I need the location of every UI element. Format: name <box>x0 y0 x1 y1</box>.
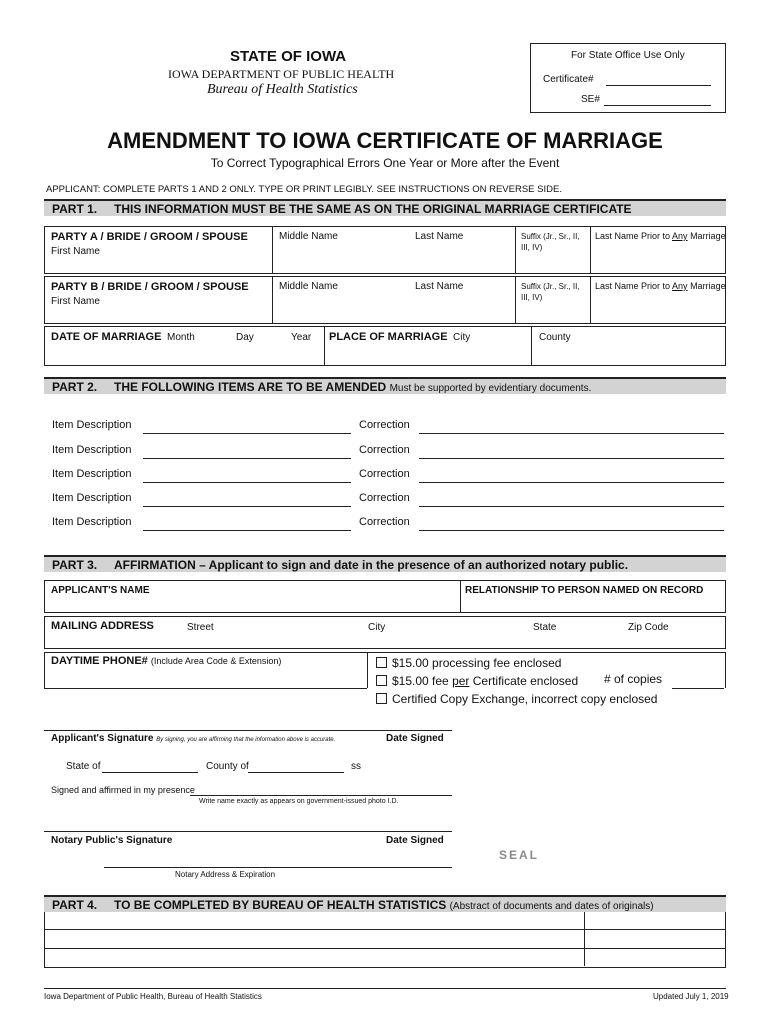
party-b-last-name[interactable]: Last Name <box>415 281 464 292</box>
part4-bar <box>44 895 726 912</box>
correction-label: Correction <box>359 492 410 504</box>
relationship-label[interactable]: RELATIONSHIP TO PERSON NAMED ON RECORD <box>465 585 704 596</box>
party-a-prior-last-name[interactable]: Last Name Prior to Any Marriage <box>595 231 726 241</box>
department-heading: IOWA DEPARTMENT OF PUBLIC HEALTH <box>168 67 395 81</box>
party-a-first-name[interactable]: First Name <box>51 246 100 257</box>
correction-line[interactable] <box>419 506 724 507</box>
party-b-prior-last-name[interactable]: Last Name Prior to Any Marriage <box>595 281 726 291</box>
form-subtitle: To Correct Typographical Errors One Year or More after the Event <box>210 156 560 170</box>
applicant-date-signed-label: Date Signed <box>386 733 444 744</box>
copies-line[interactable] <box>672 688 724 689</box>
applicant-instructions: APPLICANT: COMPLETE PARTS 1 AND 2 ONLY. TYPE OR PRINT LEGIBLY. SEE INSTRUCTIONS ON REVERSE SIDE. <box>46 184 562 195</box>
office-use-box <box>530 43 726 113</box>
county-of-line[interactable] <box>248 772 344 773</box>
county-of-label: County of <box>206 761 249 772</box>
part1-number: PART 1. <box>52 202 98 216</box>
part4-table[interactable] <box>44 912 726 968</box>
party-a-suffix[interactable]: Suffix (Jr., Sr., II, III, IV) <box>521 232 580 252</box>
notary-address-label: Notary Address & Expiration <box>175 870 276 879</box>
signed-affirmed-line[interactable] <box>190 795 452 796</box>
party-a-label: PARTY A / BRIDE / GROOM / SPOUSE <box>51 231 248 243</box>
correction-line[interactable] <box>419 433 724 434</box>
certificate-fee-checkbox[interactable]: $15.00 fee per Certificate enclosed <box>376 674 578 688</box>
write-name-note: Write name exactly as appears on government-issued photo I.D. <box>199 798 399 805</box>
correction-label: Correction <box>359 516 410 528</box>
notary-date-signed-label: Date Signed <box>386 835 444 846</box>
phone-row-bottom <box>44 688 367 689</box>
office-use-title: For State Office Use Only <box>571 50 685 61</box>
footer-rule <box>44 988 726 989</box>
date-of-marriage-label: DATE OF MARRIAGE <box>51 331 162 343</box>
item-description-label: Item Description <box>52 516 132 528</box>
item-description-label: Item Description <box>52 492 132 504</box>
applicant-signature-label: Applicant's Signature By signing, you are affirming that the information above is accurate. <box>51 733 336 744</box>
part4-number: PART 4. <box>52 898 98 912</box>
part1-title: THIS INFORMATION MUST BE THE SAME AS ON THE ORIGINAL MARRIAGE CERTIFICATE <box>114 202 632 216</box>
party-b-label: PARTY B / BRIDE / GROOM / SPOUSE <box>51 281 249 293</box>
correction-label: Correction <box>359 444 410 456</box>
address-state[interactable]: State <box>533 622 557 633</box>
notary-signature-line[interactable] <box>44 831 452 832</box>
item-description-line[interactable] <box>143 458 351 459</box>
se-number-label: SE# <box>581 94 600 105</box>
party-b-middle-name[interactable]: Middle Name <box>279 281 338 292</box>
seal-label: SEAL <box>499 848 540 862</box>
notary-address-line[interactable] <box>104 867 452 868</box>
address-zip[interactable]: Zip Code <box>628 622 669 633</box>
correction-line[interactable] <box>419 530 724 531</box>
processing-fee-checkbox[interactable]: $15.00 processing fee enclosed <box>376 656 561 670</box>
part2-number: PART 2. <box>52 380 98 394</box>
footer-right: Updated July 1, 2019 <box>653 992 729 1001</box>
marriage-city[interactable]: City <box>453 332 471 343</box>
certificate-number-label: Certificate# <box>543 74 594 85</box>
notary-signature-label: Notary Public's Signature <box>51 835 173 846</box>
party-b-suffix[interactable]: Suffix (Jr., Sr., II, III, IV) <box>521 282 580 302</box>
place-of-marriage-label: PLACE OF MARRIAGE <box>329 331 448 343</box>
item-description-line[interactable] <box>143 482 351 483</box>
item-description-label: Item Description <box>52 419 132 431</box>
copies-label: # of copies <box>604 672 663 686</box>
applicant-signature-line[interactable] <box>44 730 452 731</box>
item-description-label: Item Description <box>52 468 132 480</box>
se-number-line[interactable] <box>604 105 711 106</box>
mailing-address-label: MAILING ADDRESS <box>51 620 154 632</box>
bureau-heading: Bureau of Health Statistics <box>207 82 358 97</box>
correction-line[interactable] <box>419 482 724 483</box>
item-description-line[interactable] <box>143 530 351 531</box>
part3-bar <box>44 555 726 572</box>
part2-bar <box>44 377 726 394</box>
ss-label: ss <box>351 761 361 772</box>
part3-title: AFFIRMATION – Applicant to sign and date in the presence of an authorized notary public. <box>114 558 629 572</box>
correction-label: Correction <box>359 419 410 431</box>
phone-row-divider <box>367 652 368 688</box>
address-city[interactable]: City <box>368 622 386 633</box>
party-a-last-name[interactable]: Last Name <box>415 231 464 242</box>
state-heading: STATE OF IOWA <box>230 48 347 65</box>
correction-label: Correction <box>359 468 410 480</box>
party-b-first-name[interactable]: First Name <box>51 296 100 307</box>
certificate-number-line[interactable] <box>606 85 711 86</box>
applicant-name-label[interactable]: APPLICANT'S NAME <box>51 585 150 596</box>
item-description-line[interactable] <box>143 433 351 434</box>
party-a-middle-name[interactable]: Middle Name <box>279 231 338 242</box>
part3-number: PART 3. <box>52 558 98 572</box>
phone-label[interactable]: DAYTIME PHONE# (Include Area Code & Extension) <box>51 655 282 667</box>
marriage-year[interactable]: Year <box>291 332 312 343</box>
form-title: AMENDMENT TO IOWA CERTIFICATE OF MARRIAGE <box>107 128 663 153</box>
marriage-month[interactable]: Month <box>167 332 195 343</box>
part2-title: THE FOLLOWING ITEMS ARE TO BE AMENDED Must be supported by evidentiary documents. <box>114 380 592 394</box>
correction-line[interactable] <box>419 458 724 459</box>
marriage-day[interactable]: Day <box>236 332 254 343</box>
signed-affirmed-label: Signed and affirmed in my presence <box>51 785 195 795</box>
part4-title: TO BE COMPLETED BY BUREAU OF HEALTH STATISTICS (Abstract of documents and dates of originals) <box>114 898 654 912</box>
part1-bar <box>44 199 726 216</box>
state-of-label: State of <box>66 761 101 772</box>
copy-exchange-checkbox[interactable]: Certified Copy Exchange, incorrect copy enclosed <box>376 692 657 706</box>
footer-left: Iowa Department of Public Health, Bureau of Health Statistics <box>44 992 262 1001</box>
state-of-line[interactable] <box>102 772 198 773</box>
item-description-line[interactable] <box>143 506 351 507</box>
marriage-county[interactable]: County <box>539 332 571 343</box>
item-description-label: Item Description <box>52 444 132 456</box>
address-street[interactable]: Street <box>187 622 214 633</box>
